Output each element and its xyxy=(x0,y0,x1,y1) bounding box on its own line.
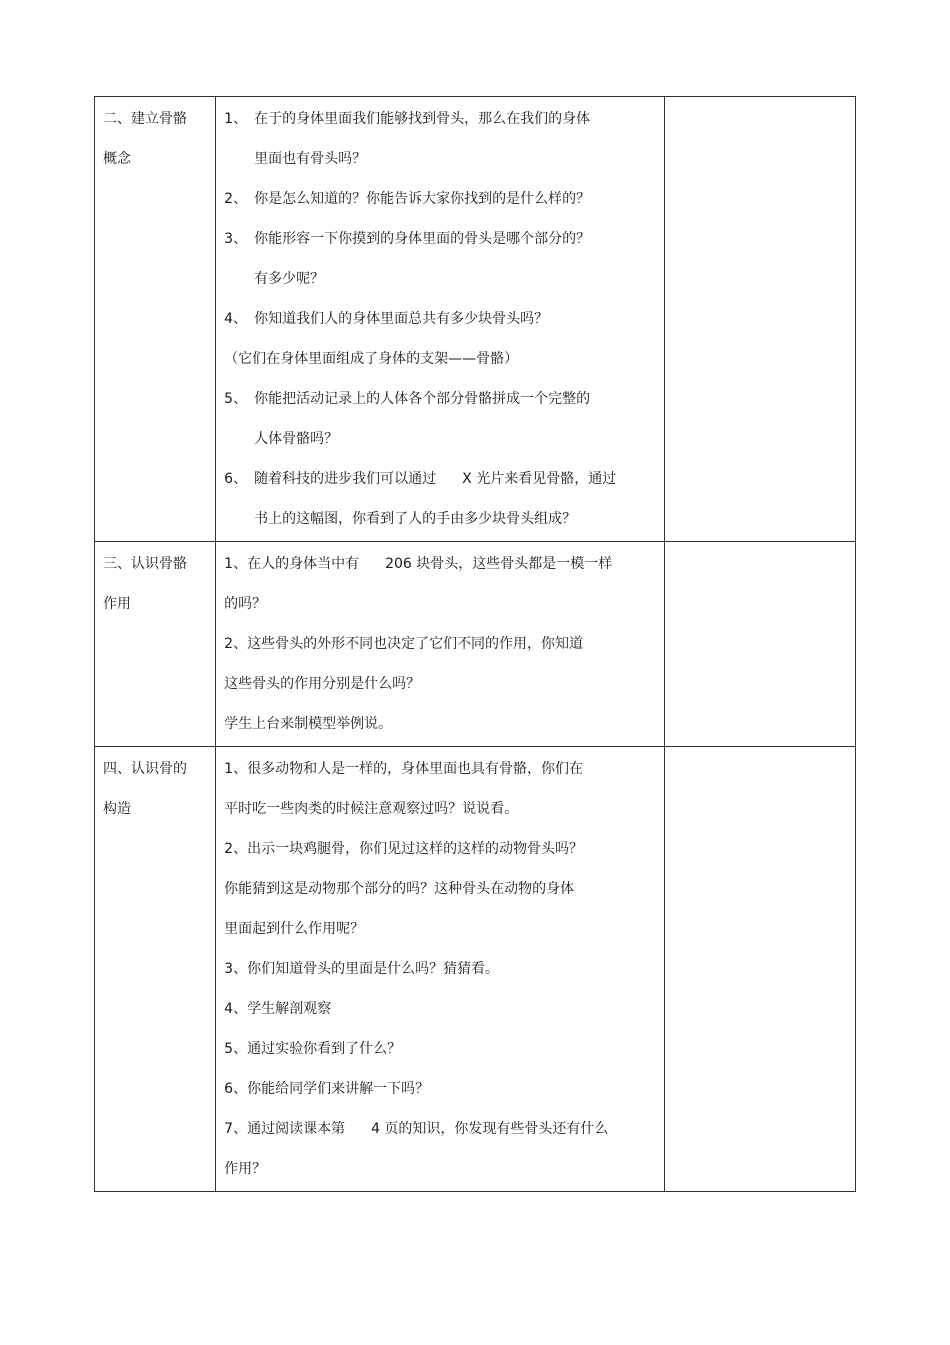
list-item: 有多少呢？ xyxy=(254,271,325,287)
section-title: 四、认识骨的 xyxy=(103,761,187,777)
list-item: 1、 在于的身体里面我们能够找到骨头，那么在我们的身体 xyxy=(224,111,591,127)
table-row xyxy=(95,747,856,1192)
list-item: 里面起到什么作用呢？ xyxy=(224,921,365,937)
list-item: 学生上台来制模型举例说。 xyxy=(224,716,393,732)
list-item: 书上的这幅图，你看到了人的手由多少块骨头组成？ xyxy=(254,511,577,527)
section-title: 三、认识骨骼 xyxy=(103,556,187,572)
list-item: 7、通过阅读课本第 4 页的知识，你发现有些骨头还有什么 xyxy=(224,1121,609,1137)
list-item: 的吗？ xyxy=(224,596,267,612)
list-item: 人体骨骼吗？ xyxy=(254,431,339,447)
section-title: 概念 xyxy=(103,151,131,167)
list-item: 这些骨头的作用分别是什么吗？ xyxy=(224,676,421,692)
activity-content-cell xyxy=(216,97,665,542)
section-title-cell xyxy=(95,747,216,1192)
section-title: 作用 xyxy=(103,596,131,612)
section-title-cell xyxy=(95,542,216,747)
list-item: 2、这些骨头的外形不同也决定了它们不同的作用，你知道 xyxy=(224,636,584,652)
table-row xyxy=(95,542,856,747)
section-title: 构造 xyxy=(103,801,131,817)
notes-cell xyxy=(664,542,855,747)
list-item: 3、你们知道骨头的里面是什么吗？猜猜看。 xyxy=(224,961,500,977)
section-title-cell xyxy=(95,97,216,542)
list-item: 你能猜到这是动物那个部分的吗？这种骨头在动物的身体 xyxy=(224,881,575,897)
list-item: 2、出示一块鸡腿骨，你们见过这样的这样的动物骨头吗？ xyxy=(224,841,584,857)
lesson-plan-table xyxy=(94,96,856,1192)
activity-content-cell xyxy=(216,542,665,747)
list-item: 6、 随着科技的进步我们可以通过 X 光片来看见骨骼，通过 xyxy=(224,471,617,487)
list-item: 6、你能给同学们来讲解一下吗？ xyxy=(224,1081,430,1097)
list-item: 1、很多动物和人是一样的，身体里面也具有骨骼，你们在 xyxy=(224,761,584,777)
list-item: （它们在身体里面组成了身体的支架——骨骼） xyxy=(224,351,519,367)
list-item: 3、 你能形容一下你摸到的身体里面的骨头是哪个部分的？ xyxy=(224,231,591,247)
list-item: 4、学生解剖观察 xyxy=(224,1001,332,1017)
list-item: 里面也有骨头吗？ xyxy=(254,151,367,167)
list-item: 平时吃一些肉类的时候注意观察过吗？说说看。 xyxy=(224,801,519,817)
list-item: 2、 你是怎么知道的？你能告诉大家你找到的是什么样的？ xyxy=(224,191,591,207)
notes-cell xyxy=(664,747,855,1192)
list-item: 1、在人的身体当中有 206 块骨头，这些骨头都是一模一样 xyxy=(224,556,613,572)
list-item: 作用？ xyxy=(224,1161,267,1177)
notes-cell xyxy=(664,97,855,542)
activity-content-cell xyxy=(216,747,665,1192)
section-title: 二、建立骨骼 xyxy=(103,111,187,127)
list-item: 4、 你知道我们人的身体里面总共有多少块骨头吗？ xyxy=(224,311,549,327)
list-item: 5、通过实验你看到了什么？ xyxy=(224,1041,402,1057)
table-row xyxy=(95,97,856,542)
list-item: 5、 你能把活动记录上的人体各个部分骨骼拼成一个完整的 xyxy=(224,391,591,407)
